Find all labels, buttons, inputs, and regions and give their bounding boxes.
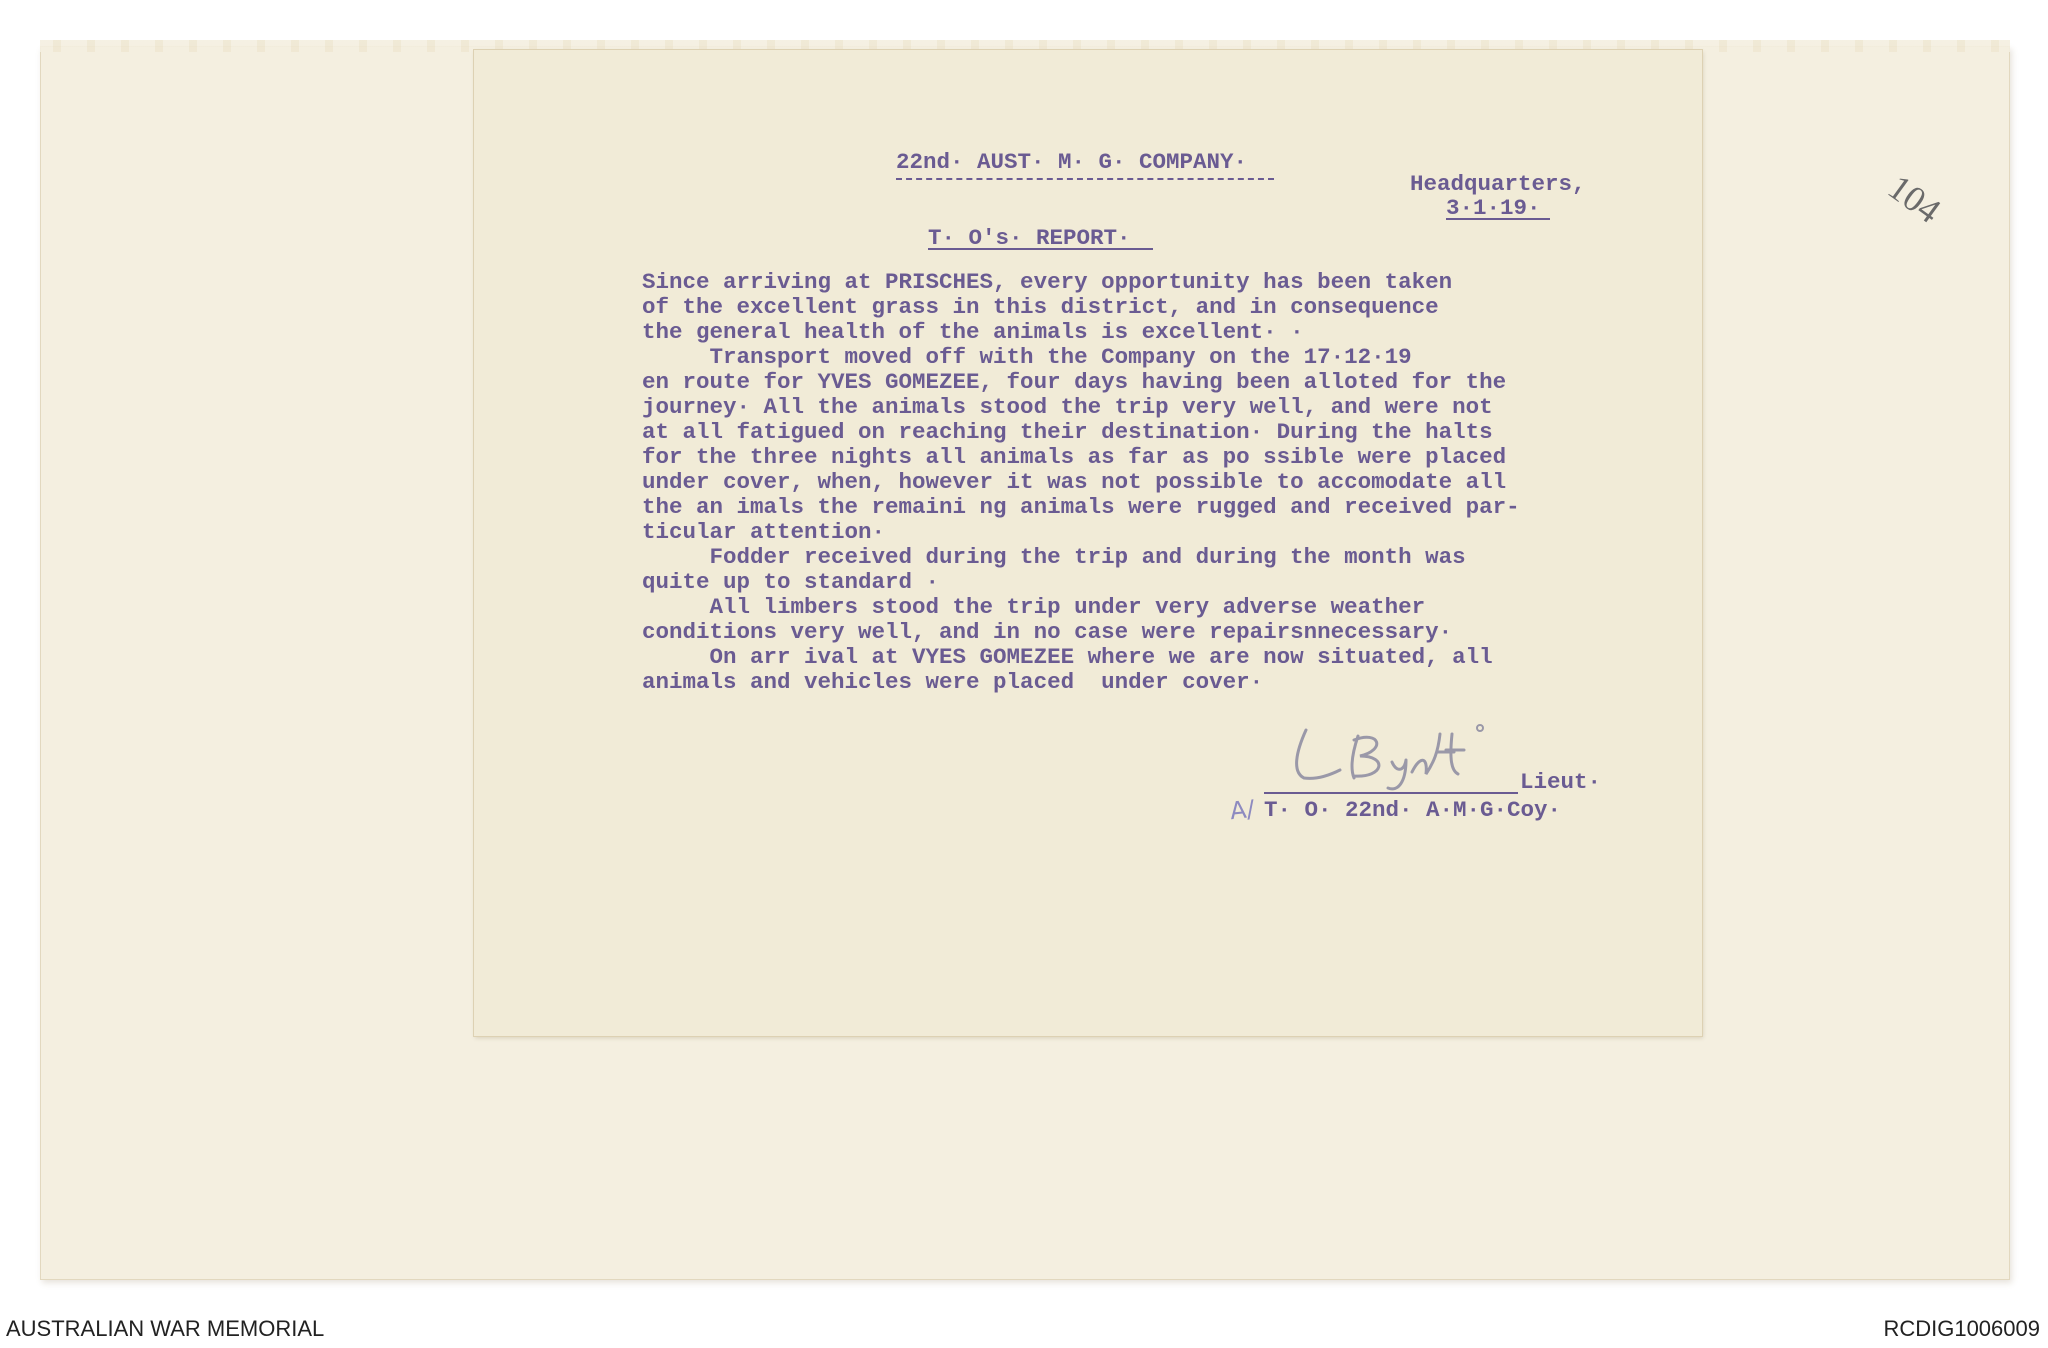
body-line: under cover, when, however it was not possible to accomodate all [642,469,1507,495]
body-line: All limbers stood the trip under very adverse weather [642,594,1426,620]
body-line: On arr ival at VYES GOMEZEE where we are now situated, all [642,644,1493,670]
body-line: at all fatigued on reaching their destination· During the halts [642,419,1493,445]
body-line: Since arriving at PRISCHES, every opportunity has been taken [642,269,1453,295]
signature-prefix: A/ [1228,794,1256,826]
body-line: animals and vehicles were placed under cover· [642,669,1264,695]
report-date: 3·1·19· [1446,195,1541,221]
signature-line [1264,792,1518,794]
body-line: the general health of the animals is excellent· · [642,319,1304,345]
company-heading: 22nd· AUST· M· G· COMPANY· [896,149,1248,175]
body-line: en route for YVES GOMEZEE, four days having been alloted for the [642,369,1507,395]
signature-unit: T· O· 22nd· A·M·G·Coy· [1264,797,1562,823]
body-line: ticular attention· [642,519,886,545]
body-line: conditions very well, and in no case were repairsnnecessary· [642,619,1453,645]
handwritten-signature [1288,722,1498,792]
footer-institution: AUSTRALIAN WAR MEMORIAL [6,1316,325,1341]
body-line: of the excellent grass in this district, and in consequence [642,294,1439,320]
body-line: quite up to standard · [642,569,940,595]
signature-rank: Lieut· [1520,769,1602,795]
location-label: Headquarters, [1410,171,1586,197]
date-underline [1446,218,1550,220]
heading-underline [896,178,1274,180]
page-number: 104 [1880,166,1949,231]
body-line: for the three nights all animals as far as po ssible were placed [642,444,1507,470]
footer-record-id: RCDIG1006009 [1883,1316,2040,1341]
body-line: Transport moved off with the Company on the 17·12·19 [642,344,1412,370]
body-line: the an imals the remaini ng animals were rugged and received par- [642,494,1520,520]
body-line: Fodder received during the trip and during the month was [642,544,1466,570]
report-title-underline [928,248,1153,250]
report-title: T· O's· REPORT· [928,225,1131,251]
body-line: journey· All the animals stood the trip very well, and were not [642,394,1493,420]
